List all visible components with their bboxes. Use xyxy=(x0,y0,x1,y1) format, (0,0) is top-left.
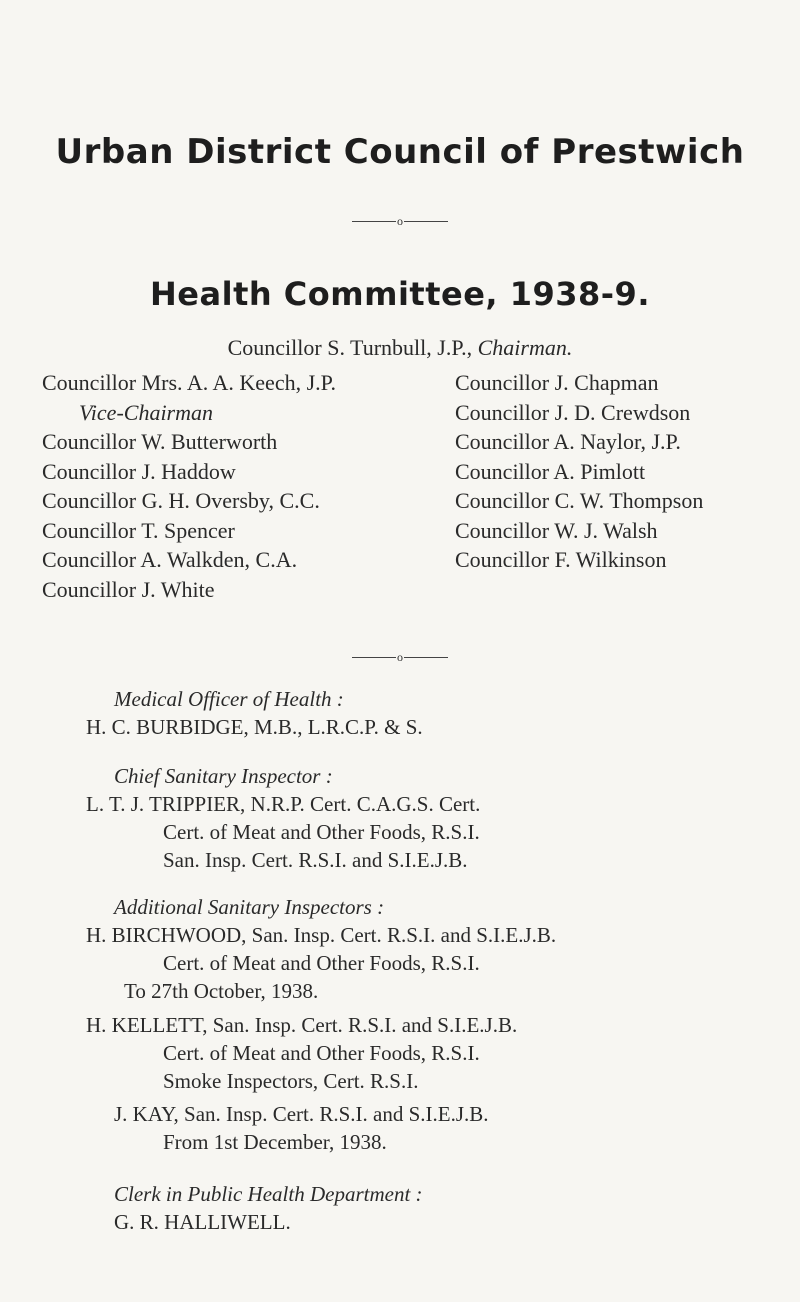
chief-inspector-line: San. Insp. Cert. R.S.I. and S.I.E.J.B. xyxy=(163,848,468,872)
committee-title: Health Committee, 1938-9. xyxy=(150,275,650,313)
separator: o xyxy=(0,212,800,229)
inspector-line: H. BIRCHWOOD, San. Insp. Cert. R.S.I. and S.I.E.J.B. xyxy=(86,923,557,947)
member-entry: Councillor A. Naylor, J.P. xyxy=(455,429,681,454)
inspector-line: Cert. of Meat and Other Foods, R.S.I. xyxy=(163,951,480,975)
clerk-heading: Clerk in Public Health Department : xyxy=(114,1182,423,1206)
chief-inspector-line: Cert. of Meat and Other Foods, R.S.I. xyxy=(163,820,480,844)
member-entry: Councillor F. Wilkinson xyxy=(455,547,667,572)
chairman-line xyxy=(0,337,800,359)
inspector-line: J. KAY, San. Insp. Cert. R.S.I. and S.I.E.J.B. xyxy=(114,1102,489,1126)
inspector-line: H. KELLETT, San. Insp. Cert. R.S.I. and S.I.E.J.B. xyxy=(86,1013,518,1037)
inspector-line: To 27th October, 1938. xyxy=(124,979,319,1003)
members-right-column xyxy=(455,368,703,575)
council-title: Urban District Council of Prestwich xyxy=(55,132,745,172)
chairman-name: Councillor S. Turnbull, J.P., xyxy=(227,335,473,360)
member-entry: Councillor A. Walkden, C.A. xyxy=(42,547,298,572)
member-entry: Councillor C. W. Thompson xyxy=(455,488,704,513)
chief-inspector-line: L. T. J. TRIPPIER, N.R.P. Cert. C.A.G.S. Cert. xyxy=(86,792,481,816)
medical-officer-name: H. C. BURBIDGE, M.B., L.R.C.P. & S. xyxy=(86,715,423,739)
clerk-name: G. R. HALLIWELL. xyxy=(114,1210,291,1234)
separator: o xyxy=(0,648,800,665)
member-entry: Councillor J. White xyxy=(42,576,215,602)
member-entry: Councillor Mrs. A. A. Keech, J.P. xyxy=(42,370,336,395)
inspector-line: From 1st December, 1938. xyxy=(163,1130,387,1154)
additional-inspectors-heading: Additional Sanitary Inspectors : xyxy=(114,895,385,919)
inspector-line: Smoke Inspectors, Cert. R.S.I. xyxy=(163,1069,419,1093)
member-entry: Councillor T. Spencer xyxy=(42,517,235,543)
member-entry: Councillor A. Pimlott xyxy=(455,458,646,484)
member-entry: Councillor J. Chapman xyxy=(455,370,659,395)
member-entry: Councillor W. J. Walsh xyxy=(455,517,658,543)
inspector-line: Cert. of Meat and Other Foods, R.S.I. xyxy=(163,1041,480,1065)
medical-officer-heading: Medical Officer of Health : xyxy=(114,687,344,711)
members-left-column xyxy=(42,368,336,604)
vice-chairman-label: Vice-Chairman xyxy=(79,399,214,425)
member-entry: Councillor J. Haddow xyxy=(42,458,236,484)
member-entry: Councillor G. H. Oversby, C.C. xyxy=(42,488,320,513)
chief-inspector-heading: Chief Sanitary Inspector : xyxy=(114,764,333,788)
member-entry: Councillor J. D. Crewdson xyxy=(455,399,691,425)
member-entry: Councillor W. Butterworth xyxy=(42,429,278,454)
chairman-role: Chairman. xyxy=(477,335,573,360)
